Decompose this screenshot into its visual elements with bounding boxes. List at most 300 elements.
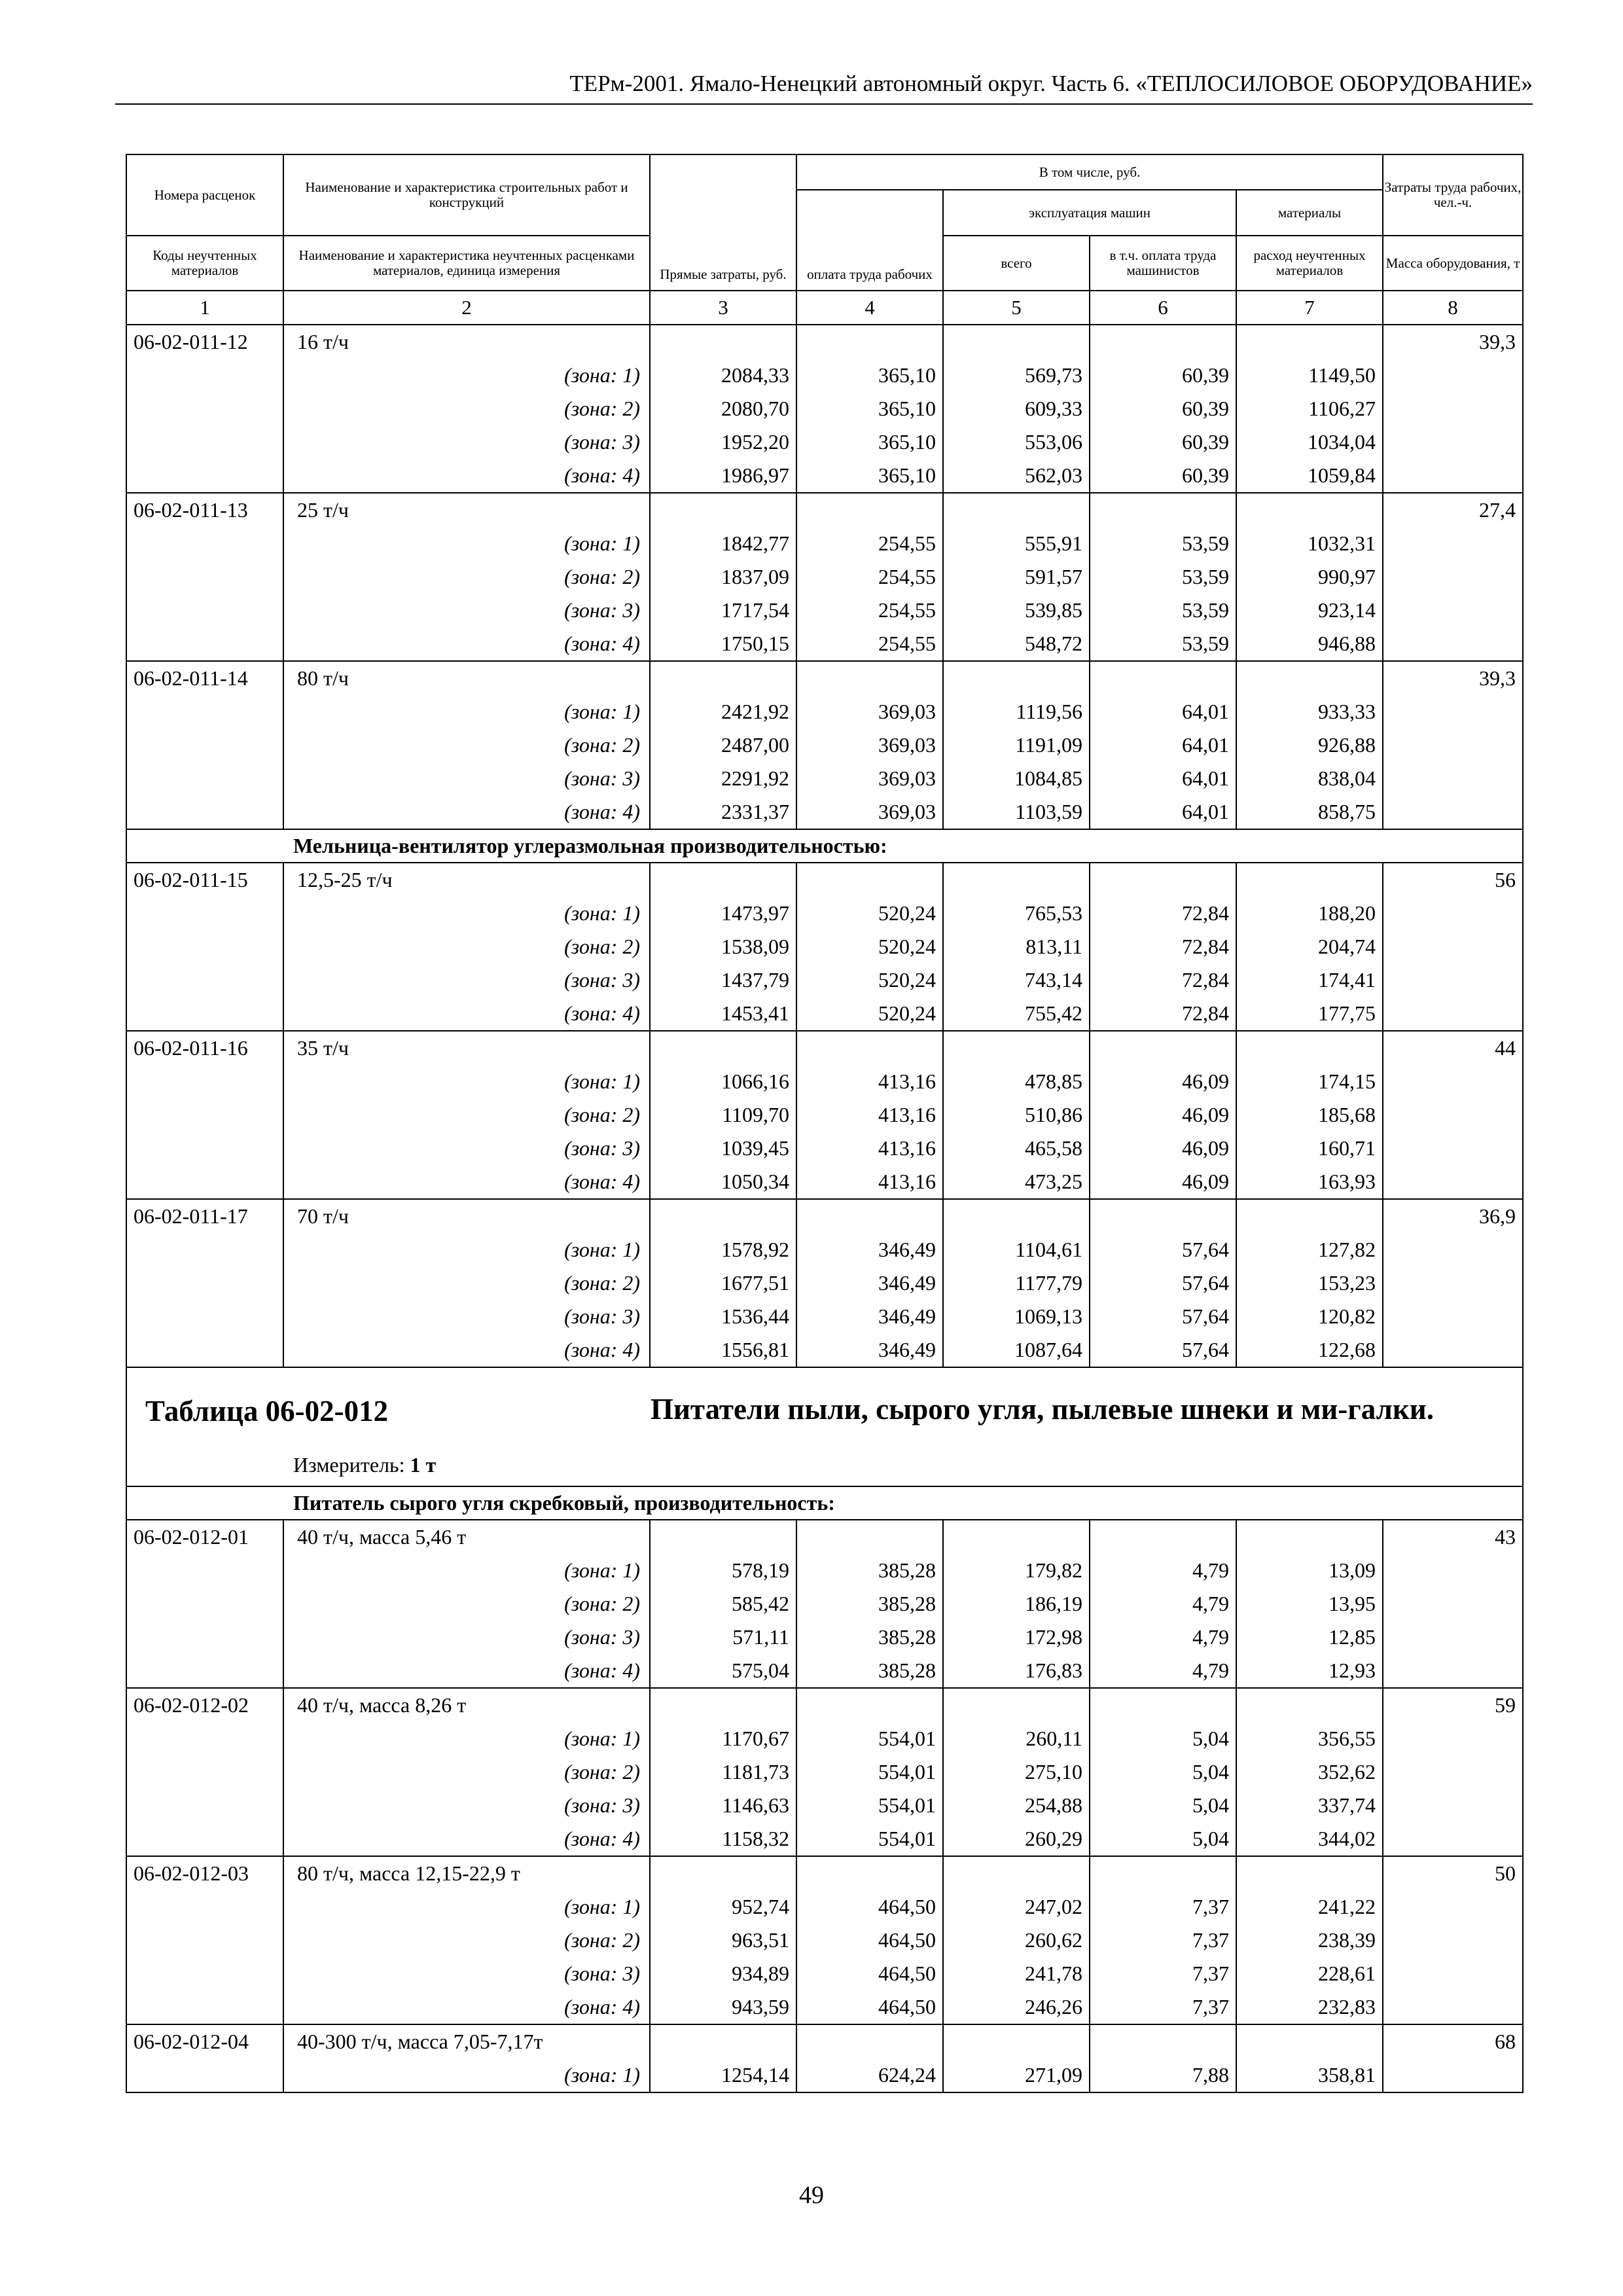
zone-label: (зона: 1) (283, 2058, 650, 2092)
col-header-machines-total: всего (943, 236, 1090, 291)
machines-total: 1069,13 (943, 1300, 1090, 1333)
direct-cost: 1066,16 (650, 1065, 796, 1098)
machinist-pay: 72,84 (1090, 897, 1236, 930)
machinist-pay: 53,59 (1090, 560, 1236, 594)
zone-row (126, 1890, 1523, 1924)
machinist-pay: 53,59 (1090, 627, 1236, 661)
zone-label: (зона: 2) (283, 728, 650, 762)
empty-cell (1383, 1165, 1523, 1199)
materials-cost: 204,74 (1236, 930, 1383, 963)
direct-cost: 1039,45 (650, 1132, 796, 1165)
page-header (115, 64, 1533, 105)
zone-row (126, 930, 1523, 963)
zone-label: (зона: 1) (283, 1065, 650, 1098)
zone-label: (зона: 2) (283, 930, 650, 963)
empty-cell (1383, 1755, 1523, 1789)
rate-code: 06-02-011-13 (126, 493, 283, 527)
empty-cell (1383, 897, 1523, 930)
machinist-pay: 5,04 (1090, 1789, 1236, 1822)
materials-cost: 1032,31 (1236, 527, 1383, 560)
materials-cost: 13,95 (1236, 1587, 1383, 1621)
zone-row (126, 1654, 1523, 1688)
empty-cell (1236, 325, 1383, 359)
zone-label: (зона: 1) (283, 527, 650, 560)
worker-pay: 554,01 (796, 1722, 943, 1755)
empty-cell (1383, 2058, 1523, 2092)
labor-cost: 36,9 (1383, 1199, 1523, 1233)
machinist-pay: 7,37 (1090, 1890, 1236, 1924)
empty-cell (1236, 863, 1383, 897)
worker-pay: 520,24 (796, 997, 943, 1031)
machines-total: 1119,56 (943, 695, 1090, 728)
empty-cell (1383, 795, 1523, 829)
direct-cost: 1170,67 (650, 1722, 796, 1755)
materials-cost: 1106,27 (1236, 392, 1383, 425)
empty-cell (1236, 1520, 1383, 1554)
empty-cell (126, 963, 283, 997)
empty-cell (796, 1688, 943, 1722)
empty-cell (1090, 1688, 1236, 1722)
empty-cell (943, 2024, 1090, 2058)
machines-total: 555,91 (943, 527, 1090, 560)
direct-cost: 963,51 (650, 1924, 796, 1957)
materials-cost: 185,68 (1236, 1098, 1383, 1132)
machinist-pay: 72,84 (1090, 963, 1236, 997)
empty-cell (126, 897, 283, 930)
zone-label: (зона: 4) (283, 1990, 650, 2024)
empty-cell (126, 1789, 283, 1822)
machinist-pay: 7,37 (1090, 1957, 1236, 1990)
empty-cell (650, 493, 796, 527)
zone-label: (зона: 2) (283, 392, 650, 425)
table-code: Таблица 06-02-012 (145, 1395, 389, 1427)
materials-cost: 337,74 (1236, 1789, 1383, 1822)
rate-name: 40 т/ч, масса 5,46 т (283, 1520, 650, 1554)
empty-cell (1236, 1031, 1383, 1065)
table-body-b (126, 863, 1523, 1367)
direct-cost: 934,89 (650, 1957, 796, 1990)
labor-cost: 27,4 (1383, 493, 1523, 527)
col-header-machines: эксплуатация машин (943, 190, 1236, 236)
rate-header-row (126, 493, 1523, 527)
empty-cell (1090, 493, 1236, 527)
empty-cell (796, 493, 943, 527)
direct-cost: 2080,70 (650, 392, 796, 425)
empty-cell (796, 1031, 943, 1065)
empty-cell (126, 1266, 283, 1300)
empty-cell (126, 1165, 283, 1199)
direct-cost: 578,19 (650, 1554, 796, 1587)
machines-total: 591,57 (943, 560, 1090, 594)
materials-cost: 923,14 (1236, 594, 1383, 627)
machinist-pay: 53,59 (1090, 594, 1236, 627)
machines-total: 609,33 (943, 392, 1090, 425)
machines-total: 553,06 (943, 425, 1090, 459)
zone-label: (зона: 3) (283, 1300, 650, 1333)
worker-pay: 385,28 (796, 1554, 943, 1587)
zone-label: (зона: 3) (283, 1789, 650, 1822)
zone-row (126, 1233, 1523, 1266)
direct-cost: 1437,79 (650, 963, 796, 997)
worker-pay: 520,24 (796, 930, 943, 963)
worker-pay: 369,03 (796, 695, 943, 728)
page-number: 49 (799, 2181, 824, 2209)
empty-cell (650, 1031, 796, 1065)
col-header-worker-pay: оплата труда рабочих (796, 190, 943, 291)
table-unit (293, 1453, 436, 1477)
direct-cost: 1986,97 (650, 459, 796, 493)
empty-cell (126, 1822, 283, 1856)
empty-cell (126, 1654, 283, 1688)
labor-cost: 39,3 (1383, 661, 1523, 695)
direct-cost: 2421,92 (650, 695, 796, 728)
machines-total: 743,14 (943, 963, 1090, 997)
rate-header-row (126, 1856, 1523, 1890)
worker-pay: 369,03 (796, 762, 943, 795)
materials-cost: 188,20 (1236, 897, 1383, 930)
zone-row (126, 728, 1523, 762)
empty-cell (1383, 1822, 1523, 1856)
direct-cost: 1538,09 (650, 930, 796, 963)
labor-cost: 39,3 (1383, 325, 1523, 359)
zone-label: (зона: 1) (283, 695, 650, 728)
direct-cost: 1578,92 (650, 1233, 796, 1266)
zone-row (126, 560, 1523, 594)
zone-row (126, 2058, 1523, 2092)
col-header-direct-costs: Прямые затраты, руб. (650, 154, 796, 291)
worker-pay: 385,28 (796, 1621, 943, 1654)
empty-cell (1090, 325, 1236, 359)
empty-cell (1383, 425, 1523, 459)
materials-cost: 177,75 (1236, 997, 1383, 1031)
direct-cost: 1750,15 (650, 627, 796, 661)
direct-cost: 1556,81 (650, 1333, 796, 1367)
worker-pay: 369,03 (796, 728, 943, 762)
worker-pay: 413,16 (796, 1065, 943, 1098)
machinist-pay: 7,37 (1090, 1924, 1236, 1957)
machines-total: 569,73 (943, 359, 1090, 392)
machinist-pay: 57,64 (1090, 1266, 1236, 1300)
col-header-machinist-pay: в т.ч. оплата труда машинистов (1090, 236, 1236, 291)
materials-cost: 122,68 (1236, 1333, 1383, 1367)
zone-row (126, 392, 1523, 425)
worker-pay: 413,16 (796, 1132, 943, 1165)
labor-cost: 50 (1383, 1856, 1523, 1890)
empty-cell (650, 1199, 796, 1233)
direct-cost: 1473,97 (650, 897, 796, 930)
col-header-rate-numbers: Номера расценок (126, 154, 283, 236)
empty-cell (943, 325, 1090, 359)
labor-cost: 56 (1383, 863, 1523, 897)
worker-pay: 554,01 (796, 1755, 943, 1789)
machinist-pay: 64,01 (1090, 795, 1236, 829)
materials-cost: 174,41 (1236, 963, 1383, 997)
rate-name: 35 т/ч (283, 1031, 650, 1065)
zone-row (126, 1165, 1523, 1199)
machines-total: 254,88 (943, 1789, 1090, 1822)
column-number: 2 (283, 291, 650, 325)
worker-pay: 346,49 (796, 1300, 943, 1333)
zone-row (126, 1065, 1523, 1098)
machinist-pay: 57,64 (1090, 1300, 1236, 1333)
empty-cell (650, 1520, 796, 1554)
machines-total: 246,26 (943, 1990, 1090, 2024)
empty-cell (796, 863, 943, 897)
column-number: 6 (1090, 291, 1236, 325)
zone-row (126, 897, 1523, 930)
col-header-materials: материалы (1236, 190, 1383, 236)
direct-cost: 585,42 (650, 1587, 796, 1621)
machinist-pay: 5,04 (1090, 1755, 1236, 1789)
section-heading: Мельница-вентилятор углеразмольная производительностью: (126, 829, 1523, 863)
direct-cost: 943,59 (650, 1990, 796, 2024)
rate-code: 06-02-012-04 (126, 2024, 283, 2058)
materials-cost: 858,75 (1236, 795, 1383, 829)
empty-cell (1383, 1890, 1523, 1924)
empty-cell (126, 997, 283, 1031)
zone-label: (зона: 2) (283, 1587, 650, 1621)
empty-cell (796, 325, 943, 359)
direct-cost: 952,74 (650, 1890, 796, 1924)
direct-cost: 1837,09 (650, 560, 796, 594)
rate-header-row (126, 661, 1523, 695)
machines-total: 260,62 (943, 1924, 1090, 1957)
worker-pay: 254,55 (796, 560, 943, 594)
empty-cell (796, 1856, 943, 1890)
machines-total: 1084,85 (943, 762, 1090, 795)
empty-cell (1383, 1722, 1523, 1755)
zone-label: (зона: 3) (283, 762, 650, 795)
zone-label: (зона: 3) (283, 594, 650, 627)
direct-cost: 1677,51 (650, 1266, 796, 1300)
zone-label: (зона: 4) (283, 1822, 650, 1856)
rate-header-row (126, 1199, 1523, 1233)
machinist-pay: 72,84 (1090, 997, 1236, 1031)
labor-cost: 44 (1383, 1031, 1523, 1065)
rate-code: 06-02-011-12 (126, 325, 283, 359)
materials-cost: 1149,50 (1236, 359, 1383, 392)
empty-cell (1090, 863, 1236, 897)
labor-cost: 43 (1383, 1520, 1523, 1554)
materials-cost: 1034,04 (1236, 425, 1383, 459)
machinist-pay: 72,84 (1090, 930, 1236, 963)
empty-cell (650, 325, 796, 359)
worker-pay: 520,24 (796, 897, 943, 930)
zone-label: (зона: 1) (283, 359, 650, 392)
empty-cell (943, 1688, 1090, 1722)
materials-cost: 1059,84 (1236, 459, 1383, 493)
empty-cell (1236, 1199, 1383, 1233)
zone-row (126, 1554, 1523, 1587)
rate-header-row (126, 1520, 1523, 1554)
empty-cell (126, 1065, 283, 1098)
zone-row (126, 627, 1523, 661)
empty-cell (650, 863, 796, 897)
zone-row (126, 695, 1523, 728)
rate-code: 06-02-012-03 (126, 1856, 283, 1890)
rate-code: 06-02-011-15 (126, 863, 283, 897)
rate-name: 40-300 т/ч, масса 7,05-7,17т (283, 2024, 650, 2058)
zone-row (126, 1587, 1523, 1621)
column-number: 3 (650, 291, 796, 325)
col-header-equipment-mass: Масса оборудования, т (1383, 236, 1523, 291)
empty-cell (650, 661, 796, 695)
empty-cell (126, 1132, 283, 1165)
worker-pay: 554,01 (796, 1789, 943, 1822)
empty-cell (126, 425, 283, 459)
empty-cell (943, 1031, 1090, 1065)
empty-cell (1383, 1266, 1523, 1300)
empty-cell (1383, 560, 1523, 594)
empty-cell (126, 359, 283, 392)
materials-cost: 926,88 (1236, 728, 1383, 762)
empty-cell (1090, 1031, 1236, 1065)
worker-pay: 365,10 (796, 425, 943, 459)
empty-cell (1383, 695, 1523, 728)
empty-cell (126, 1722, 283, 1755)
zone-label: (зона: 1) (283, 1722, 650, 1755)
empty-cell (126, 1890, 283, 1924)
machines-total: 260,29 (943, 1822, 1090, 1856)
direct-cost: 1109,70 (650, 1098, 796, 1132)
rate-code: 06-02-011-14 (126, 661, 283, 695)
rate-header-row (126, 863, 1523, 897)
worker-pay: 385,28 (796, 1654, 943, 1688)
worker-pay: 346,49 (796, 1266, 943, 1300)
direct-cost: 1952,20 (650, 425, 796, 459)
zone-row (126, 1300, 1523, 1333)
empty-cell (126, 392, 283, 425)
worker-pay: 365,10 (796, 459, 943, 493)
materials-cost: 344,02 (1236, 1822, 1383, 1856)
empty-cell (943, 493, 1090, 527)
empty-cell (126, 1957, 283, 1990)
zone-row (126, 762, 1523, 795)
machines-total: 548,72 (943, 627, 1090, 661)
empty-cell (650, 2024, 796, 2058)
worker-pay: 464,50 (796, 1924, 943, 1957)
materials-cost: 160,71 (1236, 1132, 1383, 1165)
worker-pay: 365,10 (796, 359, 943, 392)
zone-row (126, 1132, 1523, 1165)
machinist-pay: 60,39 (1090, 425, 1236, 459)
labor-cost: 68 (1383, 2024, 1523, 2058)
empty-cell (650, 1856, 796, 1890)
empty-cell (1383, 728, 1523, 762)
machinist-pay: 64,01 (1090, 728, 1236, 762)
machinist-pay: 5,04 (1090, 1722, 1236, 1755)
empty-cell (126, 930, 283, 963)
zone-row (126, 1333, 1523, 1367)
materials-cost: 356,55 (1236, 1722, 1383, 1755)
empty-cell (796, 661, 943, 695)
rate-header-row (126, 325, 1523, 359)
direct-cost: 2487,00 (650, 728, 796, 762)
zone-label: (зона: 2) (283, 1924, 650, 1957)
materials-cost: 238,39 (1236, 1924, 1383, 1957)
machinist-pay: 4,79 (1090, 1587, 1236, 1621)
machines-total: 186,19 (943, 1587, 1090, 1621)
zone-label: (зона: 1) (283, 1890, 650, 1924)
section-heading: Питатель сырого угля скребковый, производительность: (126, 1486, 1523, 1520)
empty-cell (126, 594, 283, 627)
materials-cost: 120,82 (1236, 1300, 1383, 1333)
zone-row (126, 594, 1523, 627)
empty-cell (1383, 963, 1523, 997)
zone-label: (зона: 3) (283, 425, 650, 459)
machinist-pay: 46,09 (1090, 1065, 1236, 1098)
machines-total: 1087,64 (943, 1333, 1090, 1367)
empty-cell (126, 627, 283, 661)
zone-row (126, 1098, 1523, 1132)
rate-name: 80 т/ч, масса 12,15-22,9 т (283, 1856, 650, 1890)
direct-cost: 575,04 (650, 1654, 796, 1688)
rate-name: 80 т/ч (283, 661, 650, 695)
worker-pay: 464,50 (796, 1990, 943, 2024)
page-header-text: ТЕРм-2001. Ямало-Ненецкий автономный округ. Часть 6. «ТЕПЛОСИЛОВОЕ ОБОРУДОВАНИЕ» (569, 71, 1533, 96)
worker-pay: 554,01 (796, 1822, 943, 1856)
empty-cell (1383, 1621, 1523, 1654)
machines-total: 179,82 (943, 1554, 1090, 1587)
col-header-material-codes: Коды неучтенных материалов (126, 236, 283, 291)
labor-cost: 59 (1383, 1688, 1523, 1722)
empty-cell (1383, 1300, 1523, 1333)
direct-cost: 1158,32 (650, 1822, 796, 1856)
materials-cost: 838,04 (1236, 762, 1383, 795)
empty-cell (126, 695, 283, 728)
rate-name: 70 т/ч (283, 1199, 650, 1233)
machinist-pay: 4,79 (1090, 1654, 1236, 1688)
machines-total: 1104,61 (943, 1233, 1090, 1266)
empty-cell (943, 1199, 1090, 1233)
machines-total: 247,02 (943, 1890, 1090, 1924)
direct-cost: 1050,34 (650, 1165, 796, 1199)
empty-cell (1236, 1688, 1383, 1722)
unit-value: 1 т (410, 1453, 437, 1477)
empty-cell (796, 2024, 943, 2058)
materials-cost: 174,15 (1236, 1065, 1383, 1098)
zone-row (126, 795, 1523, 829)
worker-pay: 413,16 (796, 1098, 943, 1132)
direct-cost: 2291,92 (650, 762, 796, 795)
zone-label: (зона: 2) (283, 1266, 650, 1300)
rate-code: 06-02-012-02 (126, 1688, 283, 1722)
materials-cost: 12,93 (1236, 1654, 1383, 1688)
empty-cell (1383, 1789, 1523, 1822)
machines-total: 275,10 (943, 1755, 1090, 1789)
rate-code: 06-02-011-17 (126, 1199, 283, 1233)
empty-cell (796, 1520, 943, 1554)
zone-row (126, 1822, 1523, 1856)
rate-name: 16 т/ч (283, 325, 650, 359)
machinist-pay: 64,01 (1090, 762, 1236, 795)
empty-cell (1383, 359, 1523, 392)
worker-pay: 385,28 (796, 1587, 943, 1621)
machines-total: 478,85 (943, 1065, 1090, 1098)
direct-cost: 1254,14 (650, 2058, 796, 2092)
empty-cell (126, 1233, 283, 1266)
empty-cell (1383, 627, 1523, 661)
zone-row (126, 527, 1523, 560)
materials-cost: 12,85 (1236, 1621, 1383, 1654)
empty-cell (1236, 493, 1383, 527)
materials-cost: 241,22 (1236, 1890, 1383, 1924)
machinist-pay: 7,37 (1090, 1990, 1236, 2024)
empty-cell (1383, 1924, 1523, 1957)
zone-label: (зона: 1) (283, 1554, 650, 1587)
empty-cell (1383, 1132, 1523, 1165)
rate-name: 25 т/ч (283, 493, 650, 527)
